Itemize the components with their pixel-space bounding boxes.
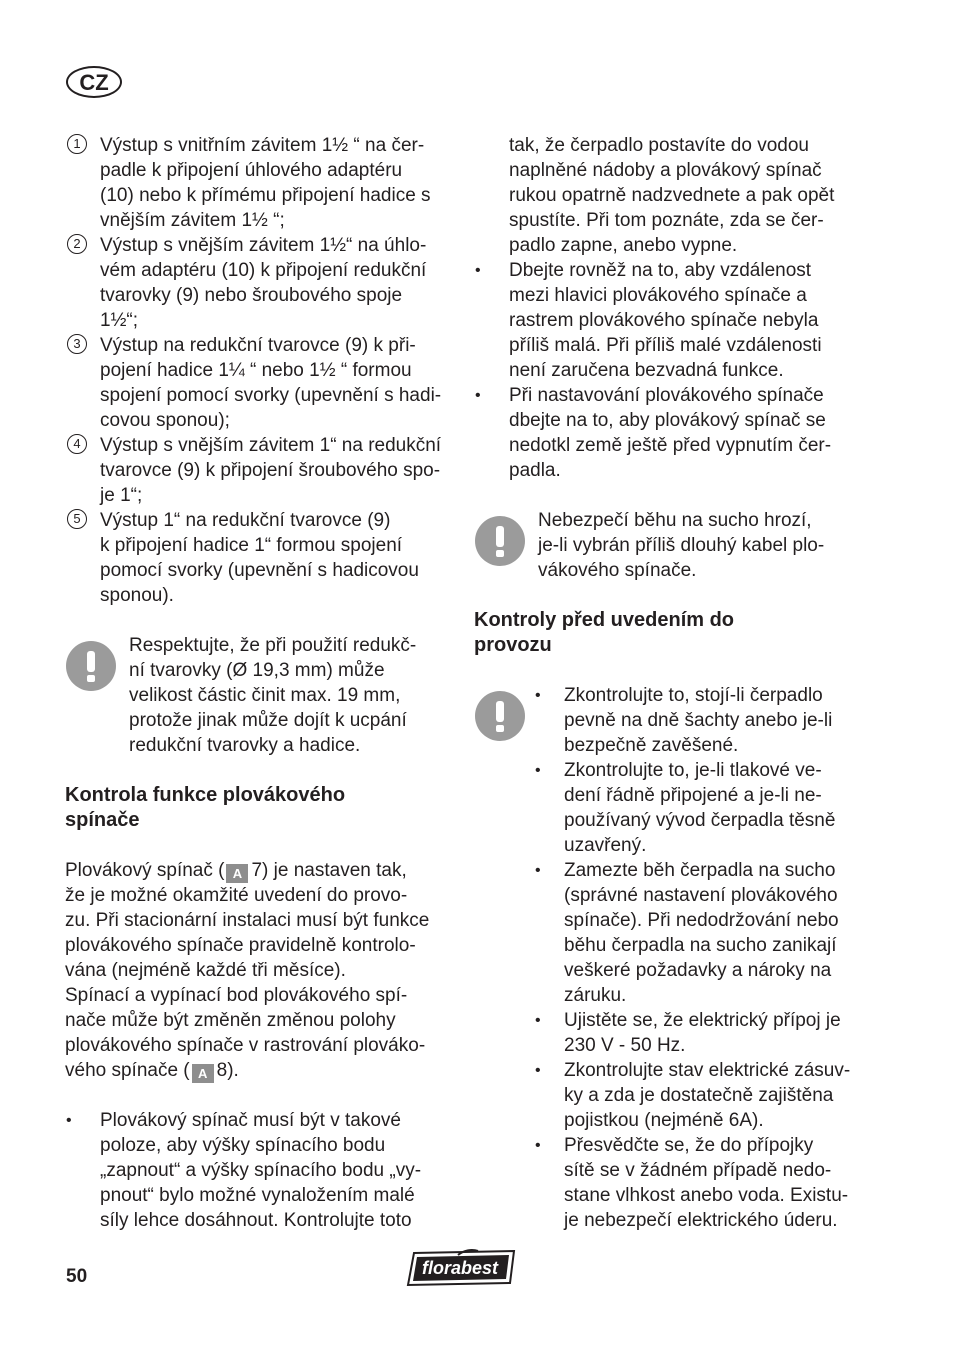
bullet-icon: • xyxy=(475,262,481,279)
check-text-line: (správné nastavení plovákového xyxy=(564,885,838,906)
bullet-icon: • xyxy=(535,862,541,879)
bullet-icon: • xyxy=(475,387,481,404)
bullet-text-line: Při nastavování plovákového spínače xyxy=(509,385,824,406)
check-text-line: stane vlhkost anebo voda. Existu- xyxy=(564,1185,849,1206)
paragraph-line xyxy=(65,1058,239,1083)
section-heading: Kontrola funkce plovákového xyxy=(65,784,346,806)
continued-text-line: padlo zapne, anebo vypne. xyxy=(509,235,738,256)
bullet-text-line: Dbejte rovněž na to, aby vzdálenost xyxy=(509,260,812,281)
paragraph-line: plovákového spínače pravidelně kontrolo- xyxy=(65,935,416,956)
warning-text-line: Respektujte, že při použití redukč- xyxy=(129,635,417,656)
bullet-icon: • xyxy=(535,1012,541,1029)
item-1-line: padle k připojení úhlového adaptéru xyxy=(100,160,403,181)
check-text-line: Zkontrolujte to, stojí-li čerpadlo xyxy=(564,685,823,706)
check-text-line: Zkontrolujte to, je-li tlakové ve- xyxy=(564,760,822,781)
paragraph-text: 8). xyxy=(216,1060,239,1081)
figure-a-badge: A xyxy=(192,1064,214,1083)
paragraph-line: Spínací a vypínací bod plovákového spí- xyxy=(65,985,408,1006)
florabest-logo xyxy=(406,1249,518,1287)
continued-text-line: naplněné nádoby a plovákový spínač xyxy=(509,160,822,181)
paragraph-line: že je možné okamžité uvedení do provo- xyxy=(65,885,408,906)
warning-text-line: vákového spínače. xyxy=(538,560,697,581)
exclamation-warning-icon xyxy=(475,516,525,566)
warning-text-line: velikost částic činit max. 19 mm, xyxy=(129,685,401,706)
bullet-text-line: síly lehce dosáhnout. Kontrolujte toto xyxy=(100,1210,412,1231)
check-text-line: Ujistěte se, že elektrický přípoj je xyxy=(564,1010,841,1031)
continued-text-line: spustíte. Při tom poznáte, zda se čer- xyxy=(509,210,824,231)
paragraph-line: zu. Při stacionární instalaci musí být funkce xyxy=(65,910,430,931)
check-text-line: veškeré požadavky a nároky na xyxy=(564,960,832,981)
item-5-line: pomocí svorky (upevnění s hadicovou xyxy=(100,560,419,581)
item-4-line: Výstup s vnějším závitem 1“ na redukční xyxy=(100,435,442,456)
check-text-line: ky a zda je dostatečně zajištěna xyxy=(564,1085,834,1106)
circled-number-4: 4 xyxy=(67,434,87,454)
item-3-line: spojení pomocí svorky (upevnění s hadi- xyxy=(100,385,442,406)
paragraph-text: Plovákový spínač ( xyxy=(65,860,225,881)
paragraph-text: vého spínače ( xyxy=(65,1060,190,1081)
check-text-line: pojistkou (nejméně 6A). xyxy=(564,1110,764,1131)
item-1-line: vnějším závitem 1½ “; xyxy=(100,210,285,231)
warning-text-line: ní tvarovky (Ø 19,3 mm) může xyxy=(129,660,385,681)
bullet-icon: • xyxy=(66,1112,72,1129)
exclamation-warning-icon xyxy=(66,641,116,691)
language-badge: CZ xyxy=(66,66,122,98)
item-2-line: tvarovky (9) nebo šroubového spoje xyxy=(100,285,403,306)
section-heading: spínače xyxy=(65,809,140,831)
bullet-text-line: rastrem plovákového spínače nebyla xyxy=(509,310,819,331)
item-2-line: vém adaptéru (10) k připojení redukční xyxy=(100,260,427,281)
check-text-line: Zamezte běh čerpadla na sucho xyxy=(564,860,836,881)
figure-a-badge: A xyxy=(226,864,248,883)
check-text-line: bezpečně zavěšené. xyxy=(564,735,739,756)
page-number: 50 xyxy=(66,1266,88,1287)
bullet-icon: • xyxy=(535,762,541,779)
paragraph-text: 7) je nastaven tak, xyxy=(251,860,407,881)
warning-text-line: redukční tvarovky a hadice. xyxy=(129,735,361,756)
item-2-line: Výstup s vnějším závitem 1½“ na úhlo- xyxy=(100,235,427,256)
warning-text-line: protože jinak může dojít k ucpání xyxy=(129,710,407,731)
check-text-line: spínače). Při nedodržování nebo xyxy=(564,910,839,931)
item-1-line: Výstup s vnitřním závitem 1½ “ na čer- xyxy=(100,135,425,156)
paragraph-line: plovákového spínače v rastrování plováko- xyxy=(65,1035,426,1056)
section-heading: provozu xyxy=(474,634,552,656)
check-text-line: dení řádně připojené a je-li ne- xyxy=(564,785,822,806)
item-3-line: Výstup na redukční tvarovce (9) k při- xyxy=(100,335,416,356)
bullet-text-line: padla. xyxy=(509,460,561,481)
bullet-text-line: není zaručena bezvadná funkce. xyxy=(509,360,784,381)
check-text-line: používaný vývod čerpadla těsně xyxy=(564,810,836,831)
exclamation-warning-icon xyxy=(475,691,525,741)
bullet-text-line: Plovákový spínač musí být v takové xyxy=(100,1110,401,1131)
bullet-text-line: „zapnout“ a výšky spínacího bodu „vy- xyxy=(100,1160,422,1181)
item-1-line: (10) nebo k přímému připojení hadice s xyxy=(100,185,431,206)
item-2-line: 1½“; xyxy=(100,310,139,331)
continued-text-line: tak, že čerpadlo postavíte do vodou xyxy=(509,135,809,156)
section-heading: Kontroly před uvedením do xyxy=(474,609,735,631)
circled-number-5: 5 xyxy=(67,509,87,529)
check-text-line: Přesvědčte se, že do přípojky xyxy=(564,1135,814,1156)
item-5-line: k připojení hadice 1“ formou spojení xyxy=(100,535,403,556)
check-text-line: uzavřený. xyxy=(564,835,647,856)
bullet-text-line: poloze, aby výšky spínacího bodu xyxy=(100,1135,386,1156)
check-text-line: záruku. xyxy=(564,985,627,1006)
circled-number-3: 3 xyxy=(67,334,87,354)
item-3-line: pojení hadice 1¼ “ nebo 1½ “ formou xyxy=(100,360,412,381)
check-text-line: je nebezpečí elektrického úderu. xyxy=(564,1210,838,1231)
bullet-text-line: dbejte na to, aby plovákový spínač se xyxy=(509,410,826,431)
continued-text-line: rukou opatrně nadzvednete a pak opět xyxy=(509,185,835,206)
bullet-text-line: mezi hlavici plovákového spínače a xyxy=(509,285,807,306)
bullet-icon: • xyxy=(535,687,541,704)
check-text-line: 230 V - 50 Hz. xyxy=(564,1035,686,1056)
bullet-text-line: příliš malá. Při příliš malé vzdálenosti xyxy=(509,335,822,356)
check-text-line: sítě se v žádném případě nedo- xyxy=(564,1160,832,1181)
item-4-line: tvarovce (9) k připojení šroubového spo- xyxy=(100,460,441,481)
item-5-line: Výstup 1“ na redukční tvarovce (9) xyxy=(100,510,391,531)
bullet-icon: • xyxy=(535,1062,541,1079)
check-text-line: Zkontrolujte stav elektrické zásuv- xyxy=(564,1060,851,1081)
check-text-line: pevně na dně šachty anebo je-li xyxy=(564,710,833,731)
brand-name: florabest xyxy=(421,1258,499,1278)
bullet-icon: • xyxy=(535,1137,541,1154)
warning-text-line: Nebezpečí běhu na sucho hrozí, xyxy=(538,510,812,531)
circled-number-2: 2 xyxy=(67,234,87,254)
paragraph-line xyxy=(65,858,407,883)
item-3-line: covou sponou); xyxy=(100,410,230,431)
warning-text-line: je-li vybrán příliš dlouhý kabel plo- xyxy=(538,535,825,556)
paragraph-line: vána (nejméně každé tři měsíce). xyxy=(65,960,346,981)
bullet-text-line: nedotkl země ještě před vypnutím čer- xyxy=(509,435,832,456)
bullet-text-line: pnout“ bylo možné vynaložením malé xyxy=(100,1185,415,1206)
item-5-line: sponou). xyxy=(100,585,174,606)
paragraph-line: nače může být změněn změnou polohy xyxy=(65,1010,396,1031)
item-4-line: je 1“; xyxy=(100,485,143,506)
circled-number-1: 1 xyxy=(67,134,87,154)
check-text-line: běhu čerpadla na sucho zanikají xyxy=(564,935,837,956)
